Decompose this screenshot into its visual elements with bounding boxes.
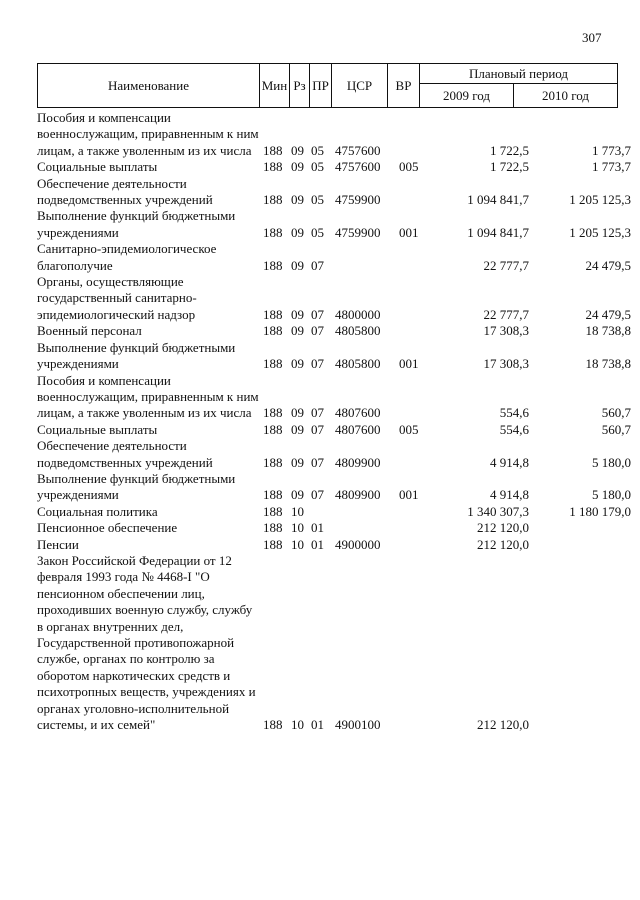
row-name: Закон Российской Федерации от 12 февраля 1993 года № 4468-I "О пенсионном обеспечении лиц, проходивших военную службу, службу в органах внутренних дел, Государственной противопожарной службе, органах по контролю за оборотом наркотических средств и психотропных веществ, учреждениях и органах уголовно-исполнительной системы, и их семей" [37,552,256,733]
table-row [37,373,631,422]
row-vr: 005 [399,159,419,175]
row-pr: 01 [311,717,324,733]
row-vr [399,176,427,209]
row-vr [399,241,427,274]
row-vr [399,504,427,520]
row-csr [335,504,399,520]
row-value-2009: 4 914,8 [490,454,529,470]
row-name: Социальные выплаты [37,159,158,175]
row-name: Пенсионное обеспечение [37,520,178,536]
row-value-2009: 212 120,0 [477,717,529,733]
row-csr: 4805800 [335,356,381,372]
row-pr: 07 [311,405,324,421]
row-value-2010: 1 773,7 [592,159,631,175]
row-min: 188 [263,405,283,421]
row-csr: 4807600 [335,421,381,437]
row-rz: 09 [291,405,304,421]
row-name: Выполнение функций бюджетными учреждениями [37,470,236,503]
row-rz: 09 [291,159,304,175]
row-csr: 4757600 [335,159,381,175]
row-value-2010: 24 479,5 [585,306,631,322]
row-name: Органы, осуществляющие государственный санитарно-эпидемиологический надзор [37,274,197,322]
row-min: 188 [263,487,283,503]
row-value-2010 [529,537,631,553]
row-pr: 07 [311,454,324,470]
row-value-2009: 22 777,7 [483,306,529,322]
table-row [37,520,631,536]
row-pr: 07 [311,306,324,322]
row-value-2009: 1 094 841,7 [467,192,529,208]
row-rz: 09 [291,421,304,437]
row-name: Обеспечение деятельности подведомственных учреждений [37,438,213,470]
row-min: 188 [263,306,283,322]
row-value-2009: 554,6 [499,421,529,437]
row-min: 188 [263,421,283,437]
row-csr: 4807600 [335,405,381,421]
row-vr [399,537,427,553]
row-pr: 05 [311,159,324,175]
row-min: 188 [263,192,283,208]
row-name: Пенсии [37,536,79,552]
row-min: 188 [263,257,283,273]
row-value-2010 [529,520,631,536]
row-rz: 09 [291,323,304,339]
row-vr [399,553,427,733]
row-value-2009: 1 722,5 [490,159,529,175]
row-vr [399,274,427,323]
row-value-2010: 18 738,8 [585,356,631,372]
row-vr [399,520,427,536]
header-min: Мин [260,64,290,108]
table-row [37,176,631,209]
row-pr: 01 [311,520,324,536]
row-min: 188 [263,142,283,158]
row-vr [399,323,427,339]
row-csr: 4805800 [335,323,381,339]
row-vr: 001 [399,224,419,240]
row-value-2010: 18 738,8 [585,323,631,339]
row-value-2010: 1 205 125,3 [569,192,631,208]
row-rz: 09 [291,257,304,273]
table-row [37,340,631,373]
header-vr: ВР [388,64,420,108]
table-row [37,110,631,159]
row-pr: 07 [311,421,324,437]
row-value-2010: 560,7 [601,421,631,437]
row-vr: 005 [399,421,419,437]
row-csr: 4900100 [335,717,381,733]
row-name: Санитарно-эпидемиологическое благополучие [37,241,217,273]
row-csr: 4809900 [335,487,381,503]
row-value-2010: 1 773,7 [592,142,631,158]
row-csr: 4900000 [335,536,381,552]
row-value-2010 [529,553,631,733]
row-pr: 07 [311,323,324,339]
table-row [37,537,631,553]
row-name: Военный персонал [37,323,142,339]
row-min: 188 [263,356,283,372]
table-row [37,504,631,520]
row-value-2009: 212 120,0 [477,520,529,536]
row-vr: 001 [399,356,419,372]
row-rz: 09 [291,454,304,470]
table-row [37,553,631,733]
row-rz: 09 [291,306,304,322]
row-rz: 10 [291,717,304,733]
row-pr: 05 [311,142,324,158]
row-csr: 4759900 [335,224,381,240]
row-value-2009: 17 308,3 [483,323,529,339]
row-pr: 01 [311,536,324,552]
row-min: 188 [263,717,283,733]
row-min: 188 [263,503,283,519]
row-vr [399,110,427,159]
row-name: Пособия и компенсации военнослужащим, приравненным к ним лицам, а также уволенным из их числа [37,372,259,421]
row-csr [335,241,399,274]
row-value-2009: 17 308,3 [483,356,529,372]
row-value-2009: 1 094 841,7 [467,224,529,240]
budget-table [37,110,631,733]
row-rz: 09 [291,224,304,240]
table-row [37,323,631,339]
row-value-2009: 554,6 [499,405,529,421]
header-csr: ЦСР [332,64,388,108]
row-pr [311,504,335,520]
row-csr: 4757600 [335,142,381,158]
table-row [37,422,631,438]
page-number: 307 [582,30,602,45]
row-pr: 07 [311,257,324,273]
table-body [37,110,631,733]
header-year-2009: 2009 год [420,84,514,108]
row-vr: 001 [399,487,419,503]
header-year-2010: 2010 год [514,84,618,108]
row-min: 188 [263,520,283,536]
row-name: Выполнение функций бюджетными учреждениями [37,339,236,372]
table-row [37,159,631,175]
table-row [37,241,631,274]
table-row [37,274,631,323]
row-vr [399,373,427,422]
row-rz: 09 [291,356,304,372]
header-pr: ПР [310,64,332,108]
row-min: 188 [263,536,283,552]
row-csr: 4809900 [335,454,381,470]
row-value-2010: 1 180 179,0 [569,503,631,519]
table-row [37,471,631,504]
row-csr: 4800000 [335,306,381,322]
row-rz: 10 [291,520,304,536]
row-value-2010: 5 180,0 [592,454,631,470]
row-name: Пособия и компенсации военнослужащим, приравненным к ним лицам, а также уволенным из их числа [37,110,259,158]
row-value-2009: 212 120,0 [477,536,529,552]
row-rz: 10 [291,536,304,552]
row-value-2010: 1 205 125,3 [569,224,631,240]
row-min: 188 [263,454,283,470]
row-name: Выполнение функций бюджетными учреждениями [37,208,236,240]
row-value-2009: 22 777,7 [483,257,529,273]
row-value-2009: 1 722,5 [490,142,529,158]
row-min: 188 [263,323,283,339]
row-value-2010: 24 479,5 [585,257,631,273]
row-min: 188 [263,159,283,175]
row-name: Обеспечение деятельности подведомственных учреждений [37,175,213,208]
row-rz: 09 [291,142,304,158]
row-vr [399,438,427,471]
row-min: 188 [263,224,283,240]
row-name: Социальные выплаты [37,421,158,437]
table-header [37,63,618,108]
table-row [37,208,631,241]
table-row [37,438,631,471]
row-value-2009: 1 340 307,3 [467,503,529,519]
row-value-2009: 4 914,8 [490,487,529,503]
header-name: Наименование [38,64,260,108]
row-rz: 09 [291,487,304,503]
header-rz: Рз [290,64,310,108]
row-rz: 10 [291,503,304,519]
row-csr: 4759900 [335,192,381,208]
header-planned-period: Плановый период [420,64,618,84]
row-name: Социальная политика [37,503,158,519]
row-pr: 05 [311,224,324,240]
row-value-2010: 5 180,0 [592,487,631,503]
row-pr: 07 [311,487,324,503]
row-pr: 07 [311,356,324,372]
row-value-2010: 560,7 [601,405,631,421]
row-pr: 05 [311,192,324,208]
row-rz: 09 [291,192,304,208]
row-csr [335,520,399,536]
